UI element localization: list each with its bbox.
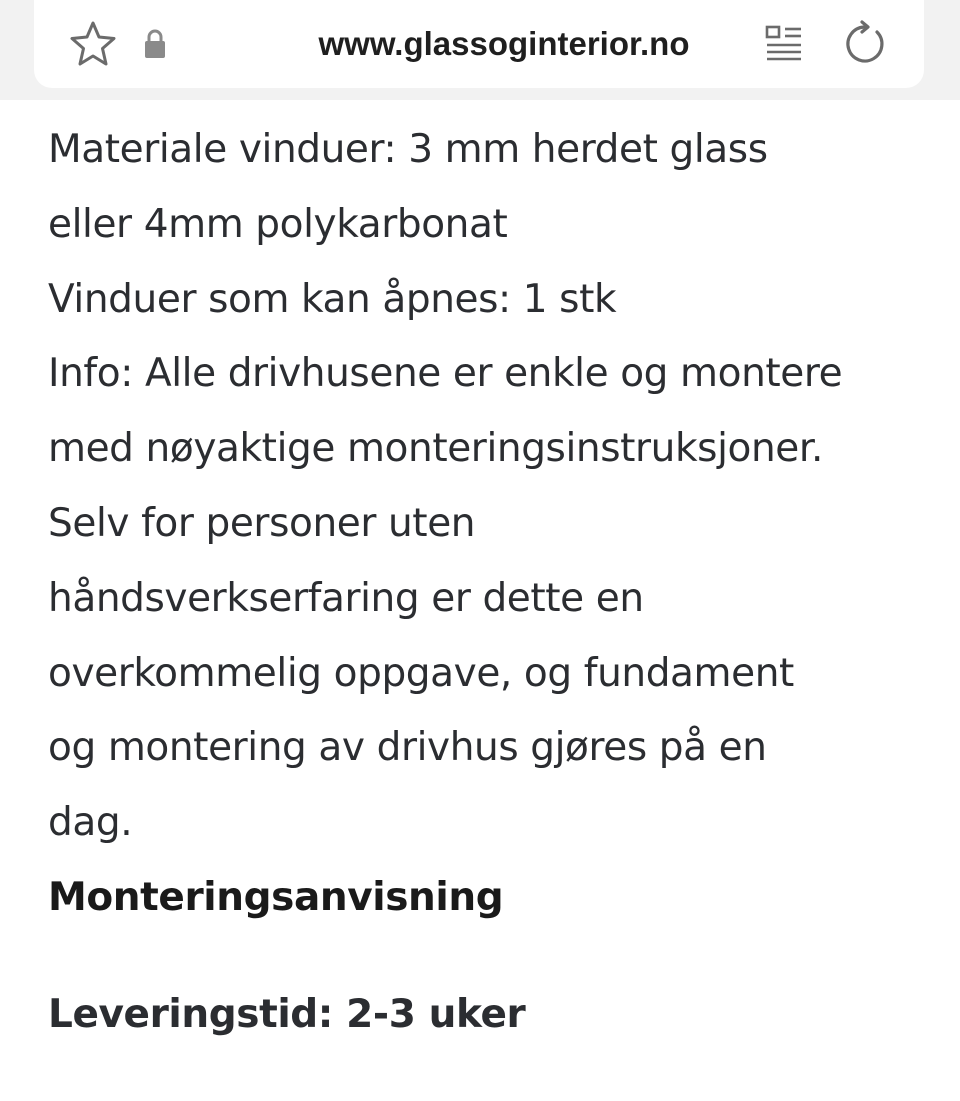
text-line: Selv for personer uten (48, 500, 476, 546)
text-line: med nøyaktige monteringsinstruksjoner. (48, 426, 823, 472)
assembly-instructions-heading[interactable]: Monteringsanvisning (48, 874, 504, 920)
text-line: håndsverkserfaring er dette en (48, 575, 644, 621)
text-line: eller 4mm polykarbonat (48, 201, 508, 247)
reader-mode-icon[interactable] (764, 24, 804, 62)
reload-icon[interactable] (840, 20, 888, 68)
lock-icon (142, 28, 168, 60)
url-text[interactable]: www.glassoginterior.no (318, 25, 690, 62)
star-icon[interactable] (68, 20, 118, 68)
delivery-time: Leveringstid: 2-3 uker (48, 991, 526, 1037)
text-line: Info: Alle drivhusene er enkle og montere (48, 351, 843, 397)
text-line: overkommelig oppgave, og fundament (48, 650, 794, 696)
article-content (48, 113, 938, 1053)
address-bar[interactable] (34, 0, 924, 88)
text-line: dag. (48, 800, 133, 846)
text-line: Vinduer som kan åpnes: 1 stk (48, 276, 617, 322)
text-line: og montering av drivhus gjøres på en (48, 725, 767, 771)
text-line: Materiale vinduer: 3 mm herdet glass (48, 127, 768, 172)
